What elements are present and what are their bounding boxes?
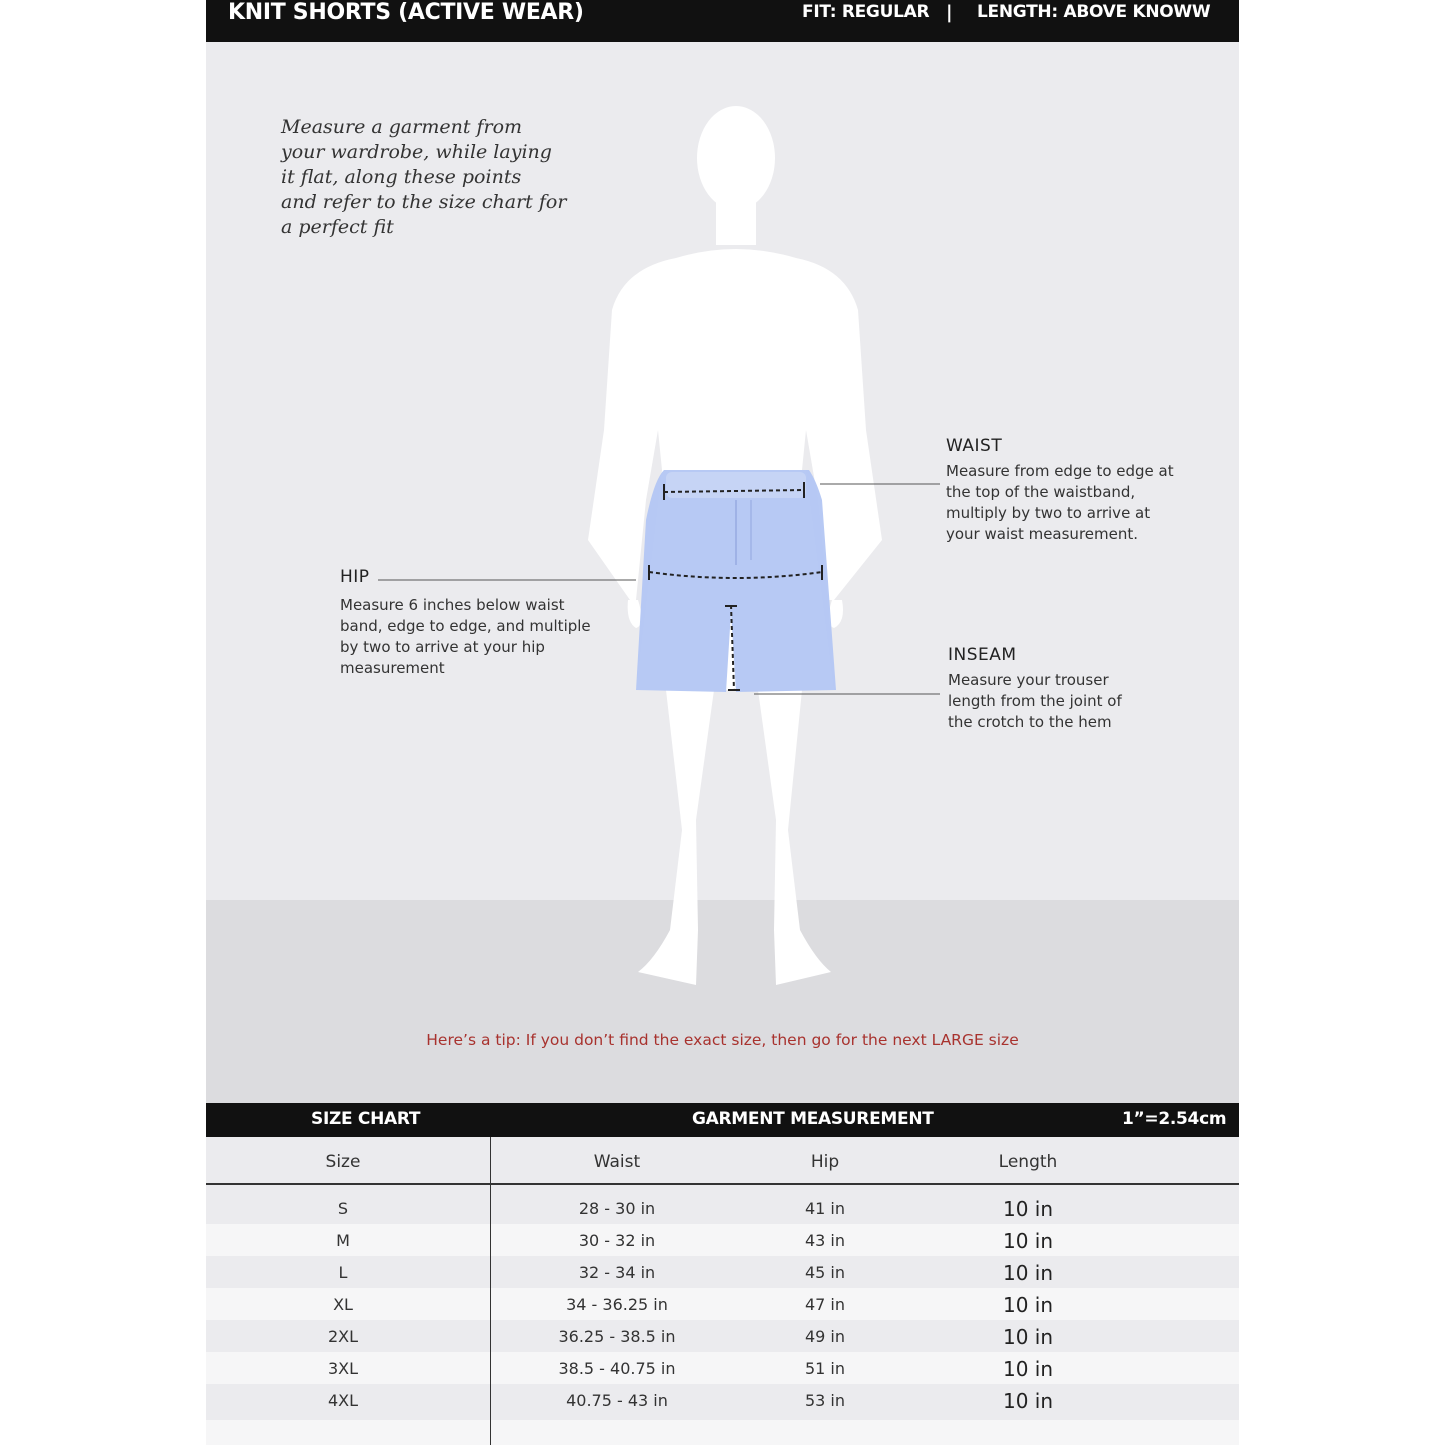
- waist-cell: 34 - 36.25 in: [566, 1295, 668, 1314]
- table-row: [206, 1288, 1239, 1320]
- intro-line: your wardrobe, while laying: [281, 141, 552, 163]
- size-chart-bar: [206, 1103, 1239, 1137]
- inseam-description: [948, 670, 1122, 733]
- waist-heading: WAIST: [946, 436, 1003, 456]
- intro-line: Measure a garment from: [281, 116, 523, 138]
- hip-description: [340, 595, 591, 679]
- intro-line: it flat, along these points: [281, 166, 522, 188]
- waist-cell: 36.25 - 38.5 in: [558, 1327, 676, 1346]
- garment-measurement-label: GARMENT MEASUREMENT: [692, 1109, 934, 1129]
- table-header: [206, 1137, 1239, 1185]
- inseam-line: Measure your trouser: [948, 671, 1109, 689]
- waist-description: [946, 461, 1174, 545]
- hip-cell: 51 in: [804, 1359, 846, 1378]
- header-separator: |: [946, 2, 953, 23]
- hip-cell: 43 in: [804, 1231, 846, 1250]
- product-title: KNIT SHORTS (ACTIVE WEAR): [228, 0, 584, 25]
- table-row: [206, 1224, 1239, 1256]
- intro-line: and refer to the size chart for: [281, 191, 567, 213]
- length-cell: 10 in: [1002, 1325, 1054, 1349]
- table-row: [206, 1352, 1239, 1384]
- header-waist: Waist: [593, 1152, 641, 1172]
- length-cell: 10 in: [1002, 1197, 1054, 1221]
- size-tip: Here’s a tip: If you don’t find the exact size, then go for the next LARGE size: [426, 1031, 1019, 1049]
- hip-cell: 47 in: [804, 1295, 846, 1314]
- unit-conversion-label: 1”=2.54cm: [1122, 1109, 1227, 1129]
- table-row-empty: [206, 1420, 1239, 1445]
- waist-line: Measure from edge to edge at: [946, 462, 1174, 480]
- waist-cell: 28 - 30 in: [578, 1199, 656, 1218]
- inseam-heading: INSEAM: [948, 645, 1017, 665]
- size-chart-label: SIZE CHART: [311, 1109, 421, 1129]
- length-cell: 10 in: [1002, 1229, 1054, 1253]
- size-cell: 4XL: [327, 1391, 359, 1410]
- waist-cell: 32 - 34 in: [578, 1263, 656, 1282]
- hip-line: by two to arrive at your hip: [340, 638, 545, 656]
- header-hip: Hip: [810, 1152, 840, 1172]
- waist-line: multiply by two to arrive at: [946, 504, 1151, 522]
- waist-cell: 30 - 32 in: [578, 1231, 656, 1250]
- hip-cell: 45 in: [804, 1263, 846, 1282]
- size-cell: L: [338, 1263, 348, 1282]
- table-row: [206, 1192, 1239, 1224]
- fit-label: FIT: REGULAR: [802, 2, 930, 22]
- hip-line: measurement: [340, 659, 445, 677]
- size-cell: S: [337, 1199, 349, 1218]
- waist-line: your waist measurement.: [946, 525, 1139, 543]
- header-size: Size: [325, 1152, 361, 1172]
- hip-heading: HIP: [340, 567, 370, 587]
- table-row: [206, 1384, 1239, 1420]
- length-cell: 10 in: [1002, 1293, 1054, 1317]
- length-cell: 10 in: [1002, 1261, 1054, 1285]
- length-cell: 10 in: [1002, 1357, 1054, 1381]
- hip-cell: 49 in: [804, 1327, 846, 1346]
- size-guide-sheet: [206, 0, 1239, 1445]
- header-length: Length: [998, 1152, 1058, 1172]
- inseam-line: length from the joint of: [948, 692, 1122, 710]
- table-column-divider: [490, 1137, 491, 1445]
- intro-line: a perfect fit: [281, 216, 394, 238]
- shorts-graphic: [636, 470, 836, 692]
- hip-line: Measure 6 inches below waist: [340, 596, 565, 614]
- hip-line: band, edge to edge, and multiple: [340, 617, 591, 635]
- table-row: [206, 1256, 1239, 1288]
- size-cell: 2XL: [327, 1327, 359, 1346]
- waist-cell: 40.75 - 43 in: [566, 1391, 668, 1410]
- size-cell: XL: [333, 1295, 353, 1314]
- hip-cell: 41 in: [804, 1199, 846, 1218]
- size-cell: 3XL: [327, 1359, 359, 1378]
- waist-cell: 38.5 - 40.75 in: [558, 1359, 676, 1378]
- table-row: [206, 1320, 1239, 1352]
- inseam-line: the crotch to the hem: [948, 713, 1112, 731]
- length-cell: 10 in: [1002, 1389, 1054, 1413]
- waist-line: the top of the waistband,: [946, 483, 1136, 501]
- hip-cell: 53 in: [804, 1391, 846, 1410]
- size-cell: M: [336, 1231, 350, 1250]
- length-label: LENGTH: ABOVE KNOWW: [977, 2, 1211, 22]
